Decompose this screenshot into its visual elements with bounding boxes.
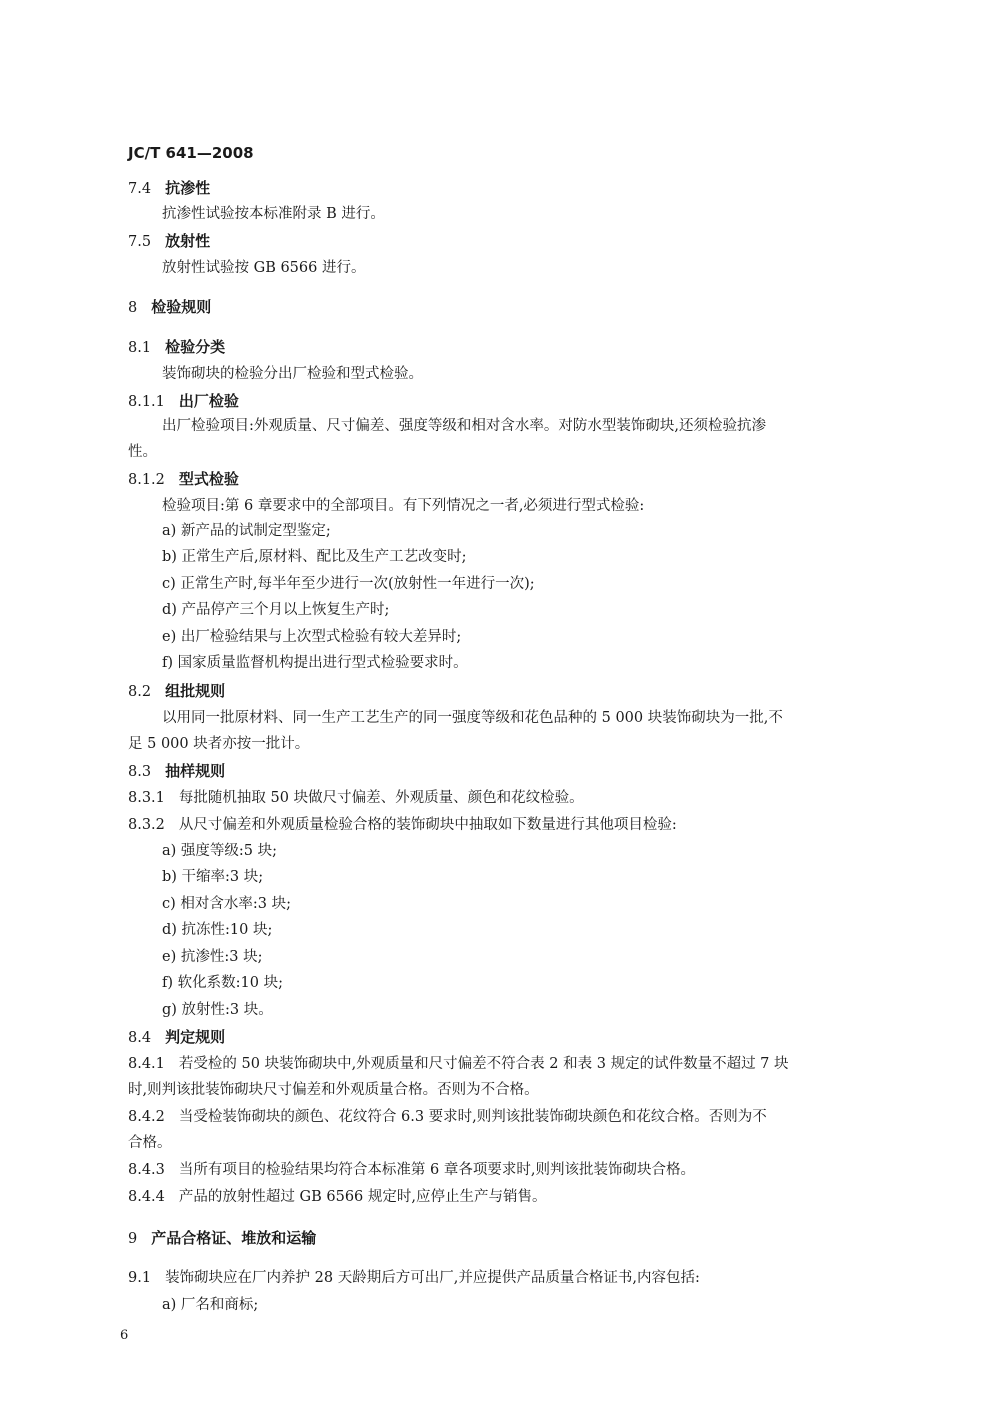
paragraph-continuation: 合格。 [128,1135,172,1151]
standard-code: JC/T 641—2008 [128,144,254,162]
list-item: d) 抗冻性:10 块; [162,922,273,938]
section-8-2-heading [128,681,225,702]
section-number: 7.5 [128,234,152,250]
clause-text: 产品的放射性超过 GB 6566 规定时,应停止生产与销售。 [178,1189,547,1205]
section-title: 抗渗性 [165,179,211,197]
clause-8-3-2 [128,815,677,835]
section-title: 产品合格证、堆放和运输 [151,1229,317,1247]
clause-8-4-3 [128,1160,695,1180]
list-item: e) 出厂检验结果与上次型式检验有较大差异时; [162,629,462,645]
section-number: 7.4 [128,181,152,197]
section-number: 8.1 [128,340,152,356]
clause-9-1 [128,1268,700,1288]
list-item: a) 新产品的试制定型鉴定; [162,523,331,539]
list-item: a) 厂名和商标; [162,1297,259,1313]
section-number: 8.2 [128,684,152,700]
list-item: d) 产品停产三个月以上恢复生产时; [162,602,390,618]
section-number: 8.4.1 [128,1056,165,1072]
section-7-4-heading [128,178,210,199]
list-item: f) 软化系数:10 块; [162,975,283,991]
list-item: b) 干缩率:3 块; [162,869,264,885]
section-title: 型式检验 [178,470,239,488]
paragraph: 抗渗性试验按本标准附录 B 进行。 [162,206,385,222]
clause-8-3-1 [128,788,584,808]
section-8-1-2-heading [128,469,239,490]
list-item: b) 正常生产后,原材料、配比及生产工艺改变时; [162,549,467,565]
clause-text: 当受检装饰砌块的颜色、花纹符合 6.3 要求时,则判该批装饰砌块颜色和花纹合格。否则为不 [178,1109,767,1125]
list-item: c) 相对含水率:3 块; [162,896,291,912]
clause-text: 若受检的 50 块装饰砌块中,外观质量和尺寸偏差不符合表 2 和表 3 规定的试件数量不超过 7 块 [178,1056,789,1072]
section-8-1-1-heading [128,391,239,412]
clause-text: 装饰砌块应在厂内养护 28 天龄期后方可出厂,并应提供产品质量合格证书,内容包括: [165,1270,700,1286]
paragraph-continuation: 足 5 000 块者亦按一批计。 [128,736,310,752]
clause-text: 每批随机抽取 50 块做尺寸偏差、外观质量、颜色和花纹检验。 [178,790,584,806]
section-number: 8.1.1 [128,394,165,410]
clause-text: 当所有项目的检验结果均符合本标准第 6 章各项要求时,则判该批装饰砌块合格。 [178,1162,695,1178]
section-title: 检验分类 [165,338,226,356]
section-number: 8.3.2 [128,817,165,833]
section-8-heading [128,297,211,318]
section-number: 9.1 [128,1270,152,1286]
section-number: 8.3 [128,764,152,780]
section-title: 抽样规则 [165,762,226,780]
list-item: a) 强度等级:5 块; [162,843,278,859]
list-item: e) 抗渗性:3 块; [162,949,263,965]
paragraph: 放射性试验按 GB 6566 进行。 [162,260,366,276]
paragraph: 检验项目:第 6 章要求中的全部项目。有下列情况之一者,必须进行型式检验: [162,498,645,514]
page-number: 6 [120,1328,129,1343]
section-number: 8 [128,300,138,316]
paragraph: 装饰砌块的检验分出厂检验和型式检验。 [162,366,423,382]
section-7-5-heading [128,231,210,252]
section-number: 8.3.1 [128,790,165,806]
section-title: 组批规则 [165,682,226,700]
section-number: 8.4.3 [128,1162,165,1178]
section-title: 判定规则 [165,1028,226,1046]
list-item: c) 正常生产时,每半年至少进行一次(放射性一年进行一次); [162,576,535,592]
section-8-3-heading [128,761,225,782]
section-title: 检验规则 [151,298,212,316]
section-number: 8.4.2 [128,1109,165,1125]
paragraph: 出厂检验项目:外观质量、尺寸偏差、强度等级和相对含水率。对防水型装饰砌块,还须检验抗渗 [162,418,766,434]
section-number: 9 [128,1231,138,1247]
list-item: g) 放射性:3 块。 [162,1002,273,1018]
clause-8-4-2 [128,1107,767,1127]
paragraph-continuation: 时,则判该批装饰砌块尺寸偏差和外观质量合格。否则为不合格。 [128,1082,539,1098]
paragraph: 以用同一批原材料、同一生产工艺生产的同一强度等级和花色品种的 5 000 块装饰砌块为一批,不 [162,710,783,726]
section-number: 8.4.4 [128,1189,165,1205]
section-title: 出厂检验 [178,392,239,410]
clause-8-4-1 [128,1054,789,1074]
paragraph-continuation: 性。 [128,444,157,460]
clause-8-4-4 [128,1187,546,1207]
list-item: f) 国家质量监督机构提出进行型式检验要求时。 [162,655,468,671]
section-number: 8.4 [128,1030,152,1046]
section-8-4-heading [128,1027,225,1048]
section-number: 8.1.2 [128,472,165,488]
section-title: 放射性 [165,232,211,250]
clause-text: 从尺寸偏差和外观质量检验合格的装饰砌块中抽取如下数量进行其他项目检验: [178,817,677,833]
section-8-1-heading [128,337,225,358]
section-9-heading [128,1228,316,1249]
